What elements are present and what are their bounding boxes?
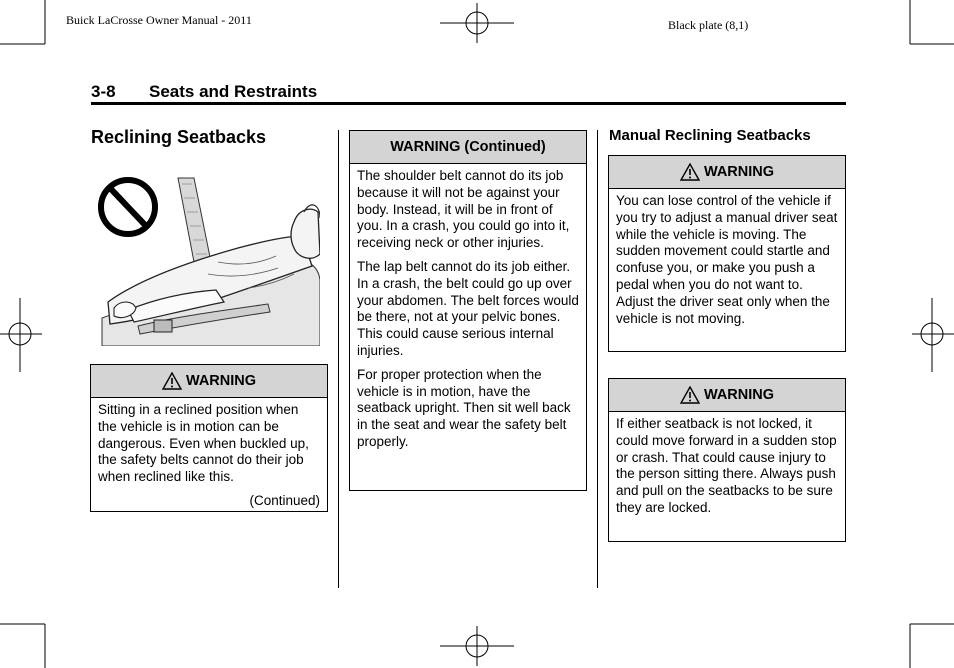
warning-box-seatback-lock (608, 378, 846, 542)
section-number: 3-8 (91, 82, 116, 101)
warning-text: You can lose control of the vehicle if you try to adjust a manual driver seat while the vehicle is moving. The sudden movement could startle and confuse you, or make you push a pedal when you do not want to. Adjust the driver seat only when the vehicle is not moving. (616, 193, 838, 326)
reclined-occupant-illustration (98, 170, 320, 346)
warning-heading: WARNING (703, 387, 775, 403)
column-divider-2 (597, 130, 598, 588)
warning-box-reclined (90, 364, 328, 512)
warning-triangle-icon (162, 372, 182, 390)
warning-text: Sitting in a reclined position when the vehicle is in motion can be dangerous. Even when buckled up, the safety belts cannot do their job when reclined like this. (98, 402, 309, 485)
continued-label: (Continued) (249, 492, 320, 508)
running-header-right: Black plate (8,1) (668, 18, 749, 32)
subheading: Manual Reclining Seatbacks (609, 127, 811, 144)
page-title: Reclining Seatbacks (91, 127, 267, 147)
warning-header (350, 131, 586, 164)
column-divider-1 (338, 130, 339, 588)
warning-paragraph: The lap belt cannot do its job either. In a crash, the belt could go up over your abdomen. The belt forces would be there, not at your pelvic bones. This could cause serious internal injuries. (357, 258, 579, 358)
warning-text: If either seatback is not locked, it could move forward in a sudden stop or crash. That could cause injury to the person sitting there. Always push and pull on the seatbacks to be sure they are locked. (616, 416, 837, 515)
section-name: Seats and Restraints (149, 82, 318, 101)
warning-heading: WARNING (Continued) (390, 139, 546, 155)
warning-box-continued (349, 130, 587, 491)
running-header-left: Buick LaCrosse Owner Manual - 2011 (66, 13, 252, 27)
registration-mark-bottom (440, 626, 516, 666)
warning-triangle-icon (680, 386, 700, 404)
registration-mark-top (440, 3, 516, 43)
warning-paragraph: For proper protection when the vehicle is in motion, have the seatback upright. Then sit well back in the seat and wear the safety belt properly. (357, 366, 571, 449)
warning-header (609, 379, 845, 412)
registration-mark-left (0, 298, 42, 372)
warning-paragraph: The shoulder belt cannot do its job because it will not be against your body. Instead, it will be in front of you. In a crash, you could go into it, receiving neck or other injuries. (357, 168, 570, 251)
warning-triangle-icon (680, 163, 700, 181)
prohibition-icon (101, 180, 155, 234)
warning-box-manual-seat (608, 155, 846, 352)
section-header (91, 82, 846, 105)
registration-mark-right (912, 298, 954, 372)
warning-heading: WARNING (703, 164, 775, 180)
warning-header (609, 156, 845, 189)
warning-header (91, 365, 327, 398)
warning-heading: WARNING (185, 373, 257, 389)
